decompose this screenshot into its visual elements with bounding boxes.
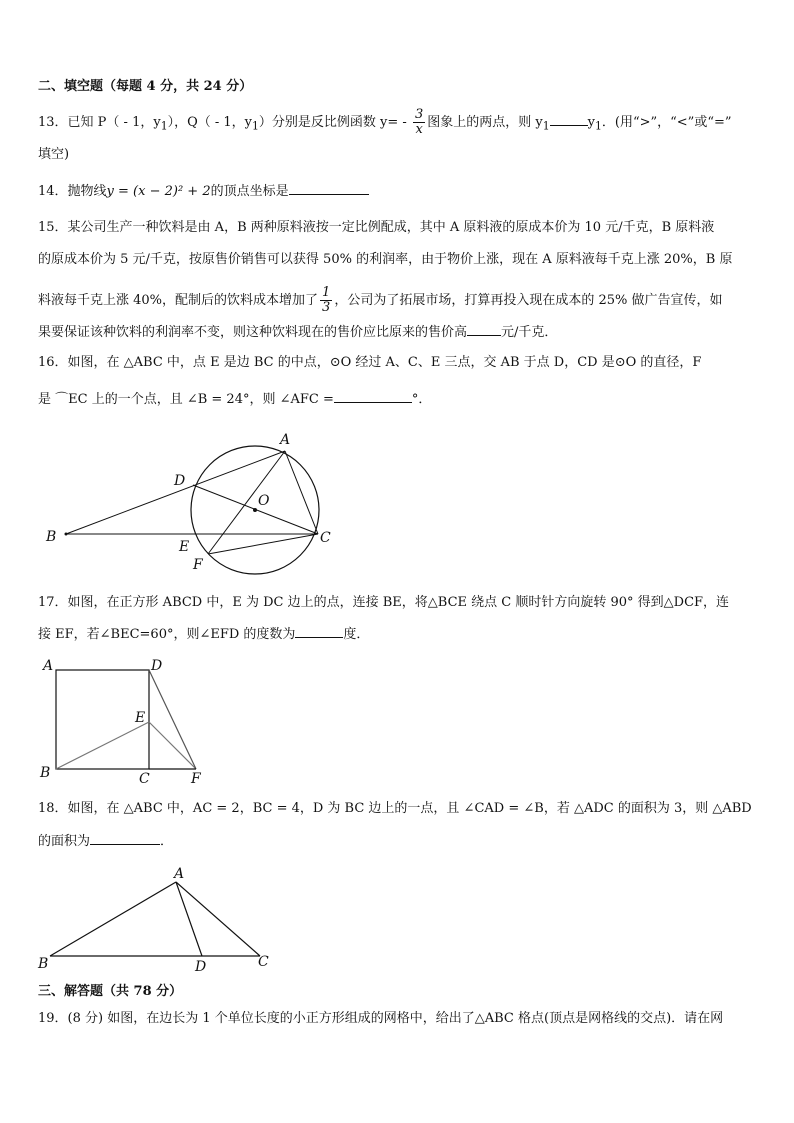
q15-line-1: 15．某公司生产一种饮料是由 A，B 两种原料液按一定比例配成，其中 A 原料液的原成本价为 10 元/千克，B 原料液 (38, 220, 715, 235)
q15-line-3-post: ，公司为了拓展市场，打算再投入现在成本的 25% 做广告宣传，如 (334, 293, 723, 308)
q14-text-post: 的顶点坐标是 (210, 184, 289, 199)
q13-sub-1: 1 (160, 119, 168, 133)
q18-answer-blank[interactable] (90, 832, 160, 845)
q15-line-4-pre: 果要保证该种饮料的利润率不变，则这种饮料现在的售价应比原来的售价高 (38, 325, 468, 340)
q15-frac-den: 3 (322, 300, 331, 315)
fig16-label-d: D (174, 473, 186, 489)
fig17-label-a: A (43, 658, 54, 674)
fig16-segment-af (208, 451, 285, 554)
q16-line-1: 16．如图，在 △ABC 中，点 E 是边 BC 的中点，⊙O 经过 A、C、E 三点，交 AB 于点 D，CD 是⊙O 的直径，F (38, 355, 702, 370)
fig16-label-a: A (280, 432, 291, 448)
fig16-segment-fc (208, 534, 318, 554)
q17-line-2-pre: 接 EF，若∠BEC=60°，则∠EFD 的度数为 (38, 627, 296, 642)
figure-18 (0, 860, 794, 980)
q18-line-2-post: ． (160, 834, 174, 849)
fig17-label-d: D (151, 658, 163, 674)
fig16-label-c: C (320, 530, 331, 546)
q18-line-2-pre: 的面积为 (38, 834, 91, 849)
fig18-segment-ba (50, 882, 176, 956)
q13-sub-3: 1 (542, 119, 550, 133)
q15-line-2: 的原成本价为 5 元/千克，按原售价销售可以获得 50% 的利润率，由于物价上涨，现在 A 原料液每千克上涨 20%，B 原 (38, 252, 733, 267)
q19-line-1: 19．(8 分) 如图，在边长为 1 个单位长度的小正方形组成的网格中，给出了△ABC 格点(顶点是网格线的交点)．请在网 (38, 1011, 724, 1026)
q13-text-4: 图象上的两点，则 y (427, 115, 543, 130)
fig18-label-d: D (195, 959, 207, 975)
q18-line-2 (38, 832, 173, 851)
fig16-segment-ac (285, 451, 318, 534)
fig18-label-a: A (174, 866, 185, 882)
fig17-label-c: C (139, 771, 150, 787)
fig16-label-b: B (46, 529, 57, 545)
q14-formula: y = (x − 2)² + 2 (106, 184, 211, 199)
q17-line-2 (38, 625, 369, 644)
q13-text-3: ）分别是反比例函数 y= - (258, 115, 407, 130)
q15-frac-num: 1 (322, 285, 331, 300)
fig16-label-e: E (179, 539, 190, 555)
fig17-label-b: B (40, 765, 51, 781)
fig17-label-e: E (135, 710, 146, 726)
fig18-label-c: C (258, 954, 269, 970)
q13-sub-4: 1 (594, 119, 602, 133)
q13-frac-num: 3 (414, 107, 424, 122)
q17-line-2-post: 度． (343, 627, 370, 642)
q14-text-pre: 14．抛物线 (38, 184, 107, 199)
q15-line-4-post: 元/千克． (501, 325, 558, 340)
section-title-solutions: 三、解答题（共 78 分） (38, 984, 183, 999)
fig16-label-f: F (193, 557, 203, 573)
fig17-label-f: F (191, 771, 201, 787)
q13-frac-den: x (415, 122, 423, 137)
fig16-center-dot (253, 508, 257, 512)
fig17-segment-be (56, 722, 149, 769)
q16-line-2-pre: 是 ⌒EC 上的一个点，且 ∠B = 24°，则 ∠AFC = (38, 392, 334, 407)
q15-line-3-pre: 料液每千克上涨 40%，配制后的饮料成本增加了 (38, 293, 319, 308)
fig17-segment-ef (149, 722, 196, 769)
q13-text-1: 13．已知 P（ - 1，y (38, 115, 161, 130)
q13-line-2: 填空) (38, 147, 70, 162)
q13-text-2: ），Q（ - 1，y (167, 115, 253, 130)
fig17-segment-df (149, 670, 196, 769)
q13-sub-2: 1 (252, 119, 259, 133)
fig16-point-b (65, 533, 68, 536)
q18-line-1: 18．如图，在 △ABC 中，AC = 2，BC = 4，D 为 BC 边上的一点，且 ∠CAD = ∠B，若 △ADC 的面积为 3，则 △ABD (38, 801, 752, 816)
q13-text-5: y (587, 115, 595, 130)
q13-text-6: ．(用“>”，“<”或“=” (601, 115, 732, 130)
fig18-label-b: B (38, 956, 49, 972)
q16-line-2-post: °． (411, 392, 432, 407)
figure-17 (0, 650, 794, 790)
fig16-label-o: O (258, 493, 270, 509)
fig16-segment-ba (66, 451, 285, 534)
section-title-fill-in: 二、填空题（每题 4 分，共 24 分） (38, 79, 253, 94)
q17-answer-blank[interactable] (295, 625, 343, 638)
q17-line-1: 17．如图，在正方形 ABCD 中，E 为 DC 边上的点，连接 BE，将△BCE 绕点 C 顺时针方向旋转 90° 得到△DCF，连 (38, 595, 730, 610)
